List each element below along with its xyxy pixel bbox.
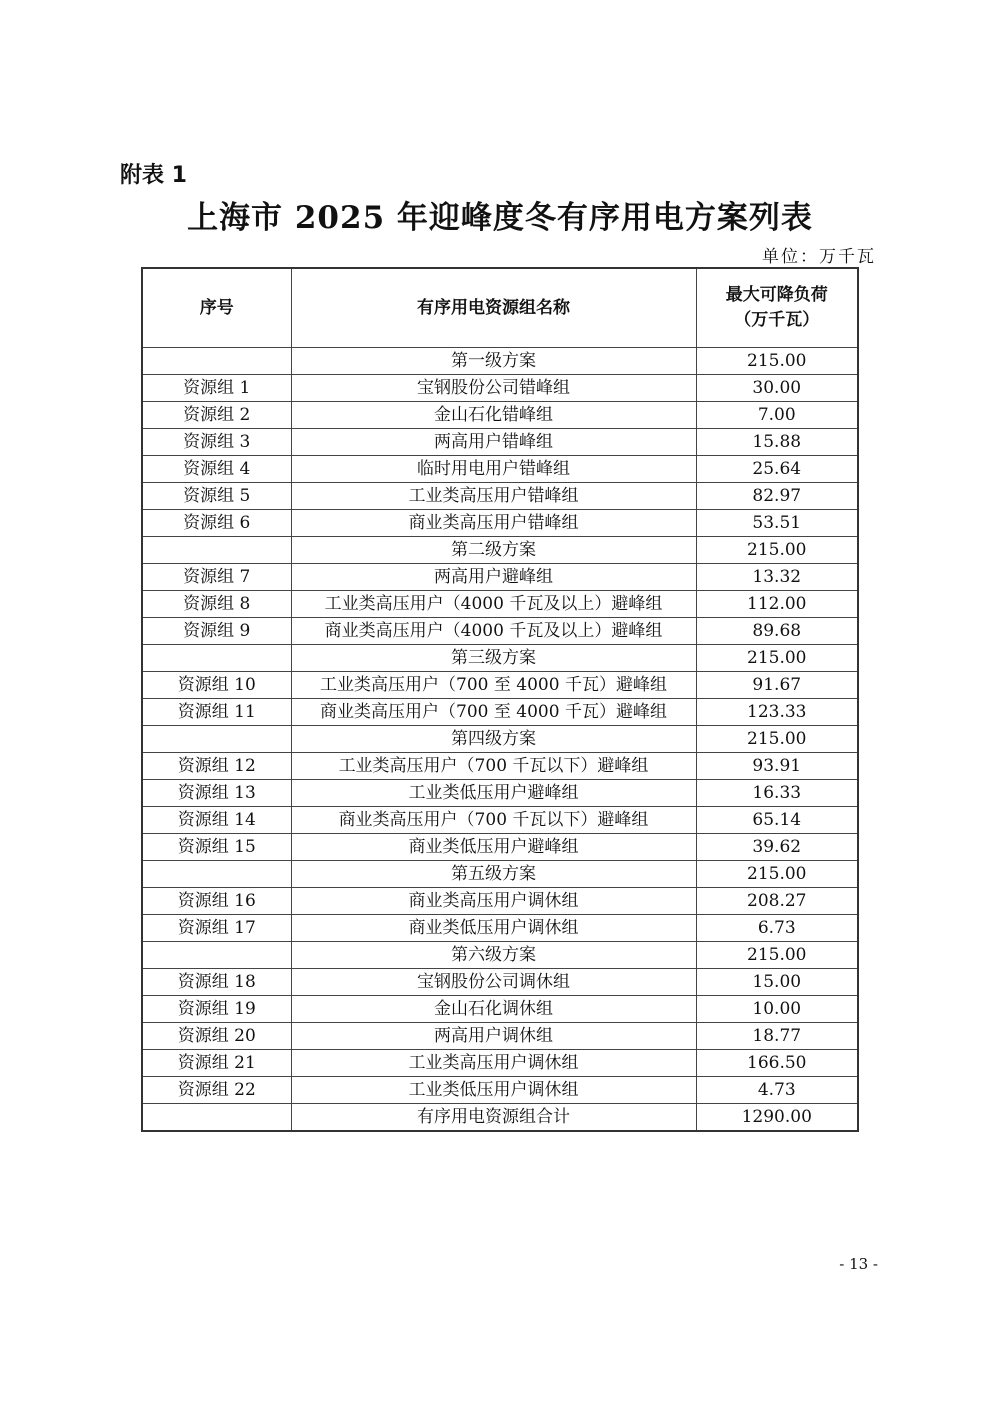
table-row (142, 996, 858, 1023)
row-value: 65.14 (696, 807, 858, 834)
row-value: 13.32 (696, 564, 858, 591)
header-serial: 序号 (142, 268, 291, 348)
row-value: 10.00 (696, 996, 858, 1023)
table-body (142, 348, 858, 1132)
row-name: 商业类高压用户（700 至 4000 千瓦）避峰组 (291, 699, 696, 726)
row-serial: 资源组 22 (142, 1077, 291, 1104)
row-value: 18.77 (696, 1023, 858, 1050)
level-row (142, 861, 858, 888)
row-value: 215.00 (696, 645, 858, 672)
row-name: 临时用电用户错峰组 (291, 456, 696, 483)
table-row (142, 456, 858, 483)
row-value: 215.00 (696, 348, 858, 375)
row-name: 商业类低压用户调休组 (291, 915, 696, 942)
row-value: 91.67 (696, 672, 858, 699)
table-row (142, 375, 858, 402)
table-row (142, 672, 858, 699)
row-value: 215.00 (696, 942, 858, 969)
row-name: 第五级方案 (291, 861, 696, 888)
row-serial (142, 861, 291, 888)
row-serial (142, 942, 291, 969)
row-name: 第六级方案 (291, 942, 696, 969)
table-header-row (142, 268, 858, 348)
row-serial: 资源组 10 (142, 672, 291, 699)
row-name: 工业类高压用户（700 至 4000 千瓦）避峰组 (291, 672, 696, 699)
row-name: 第四级方案 (291, 726, 696, 753)
row-serial: 资源组 7 (142, 564, 291, 591)
level-row (142, 537, 858, 564)
row-serial (142, 1104, 291, 1132)
table-row (142, 888, 858, 915)
page-number: - 13 - (839, 1255, 878, 1273)
row-value: 4.73 (696, 1077, 858, 1104)
row-serial: 资源组 5 (142, 483, 291, 510)
row-name: 工业类低压用户调休组 (291, 1077, 696, 1104)
row-serial: 资源组 3 (142, 429, 291, 456)
header-max-load (696, 268, 858, 348)
row-value: 215.00 (696, 726, 858, 753)
row-serial (142, 645, 291, 672)
row-name: 第二级方案 (291, 537, 696, 564)
row-serial: 资源组 1 (142, 375, 291, 402)
row-value: 53.51 (696, 510, 858, 537)
header-max-load-line2: （万千瓦） (734, 310, 820, 330)
row-serial: 资源组 11 (142, 699, 291, 726)
row-value: 82.97 (696, 483, 858, 510)
row-name: 两高用户调休组 (291, 1023, 696, 1050)
row-serial: 资源组 4 (142, 456, 291, 483)
table-row (142, 1077, 858, 1104)
row-value: 112.00 (696, 591, 858, 618)
table-row (142, 429, 858, 456)
table-row (142, 969, 858, 996)
row-name: 金山石化调休组 (291, 996, 696, 1023)
row-serial: 资源组 12 (142, 753, 291, 780)
row-name: 宝钢股份公司调休组 (291, 969, 696, 996)
row-name: 商业类高压用户（4000 千瓦及以上）避峰组 (291, 618, 696, 645)
level-row (142, 348, 858, 375)
row-value: 6.73 (696, 915, 858, 942)
table-row (142, 591, 858, 618)
row-name: 工业类高压用户（4000 千瓦及以上）避峰组 (291, 591, 696, 618)
row-serial: 资源组 21 (142, 1050, 291, 1077)
table-row (142, 402, 858, 429)
table-row (142, 564, 858, 591)
row-name: 工业类高压用户调休组 (291, 1050, 696, 1077)
row-serial: 资源组 2 (142, 402, 291, 429)
row-name: 工业类高压用户（700 千瓦以下）避峰组 (291, 753, 696, 780)
row-serial: 资源组 18 (142, 969, 291, 996)
table-row (142, 483, 858, 510)
row-value: 16.33 (696, 780, 858, 807)
row-name: 宝钢股份公司错峰组 (291, 375, 696, 402)
row-value: 1290.00 (696, 1104, 858, 1132)
row-name: 第一级方案 (291, 348, 696, 375)
row-name: 工业类高压用户错峰组 (291, 483, 696, 510)
row-name: 商业类高压用户调休组 (291, 888, 696, 915)
row-value: 166.50 (696, 1050, 858, 1077)
table-row (142, 807, 858, 834)
row-name: 商业类低压用户避峰组 (291, 834, 696, 861)
total-row (142, 1104, 858, 1132)
level-row (142, 942, 858, 969)
table-row (142, 1050, 858, 1077)
row-name: 商业类高压用户错峰组 (291, 510, 696, 537)
row-name: 金山石化错峰组 (291, 402, 696, 429)
row-name: 有序用电资源组合计 (291, 1104, 696, 1132)
row-value: 215.00 (696, 861, 858, 888)
row-serial: 资源组 8 (142, 591, 291, 618)
row-name: 两高用户避峰组 (291, 564, 696, 591)
level-row (142, 645, 858, 672)
row-serial: 资源组 13 (142, 780, 291, 807)
row-value: 25.64 (696, 456, 858, 483)
table-row (142, 834, 858, 861)
table-row (142, 753, 858, 780)
level-row (142, 726, 858, 753)
row-serial: 资源组 14 (142, 807, 291, 834)
row-value: 123.33 (696, 699, 858, 726)
table-row (142, 699, 858, 726)
table-row (142, 618, 858, 645)
row-value: 215.00 (696, 537, 858, 564)
row-serial: 资源组 6 (142, 510, 291, 537)
table-row (142, 1023, 858, 1050)
table-row (142, 510, 858, 537)
attachment-label: 附表 1 (120, 163, 187, 188)
row-value: 15.00 (696, 969, 858, 996)
row-value: 39.62 (696, 834, 858, 861)
header-group-name: 有序用电资源组名称 (291, 268, 696, 348)
unit-label: 单位：万千瓦 (762, 247, 876, 267)
row-value: 93.91 (696, 753, 858, 780)
header-max-load-line1: 最大可降负荷 (725, 285, 828, 305)
row-serial (142, 537, 291, 564)
row-name: 商业类高压用户（700 千瓦以下）避峰组 (291, 807, 696, 834)
row-name: 工业类低压用户避峰组 (291, 780, 696, 807)
row-serial (142, 726, 291, 753)
row-serial: 资源组 19 (142, 996, 291, 1023)
row-value: 30.00 (696, 375, 858, 402)
row-serial (142, 348, 291, 375)
row-serial: 资源组 9 (142, 618, 291, 645)
row-value: 15.88 (696, 429, 858, 456)
row-name: 两高用户错峰组 (291, 429, 696, 456)
row-serial: 资源组 17 (142, 915, 291, 942)
row-value: 7.00 (696, 402, 858, 429)
row-name: 第三级方案 (291, 645, 696, 672)
table-row (142, 915, 858, 942)
row-serial: 资源组 15 (142, 834, 291, 861)
table-row (142, 780, 858, 807)
row-value: 89.68 (696, 618, 858, 645)
row-serial: 资源组 16 (142, 888, 291, 915)
row-serial: 资源组 20 (142, 1023, 291, 1050)
document-title: 上海市 2025 年迎峰度冬有序用电方案列表 (187, 200, 813, 236)
row-value: 208.27 (696, 888, 858, 915)
power-plan-table (141, 267, 859, 1132)
